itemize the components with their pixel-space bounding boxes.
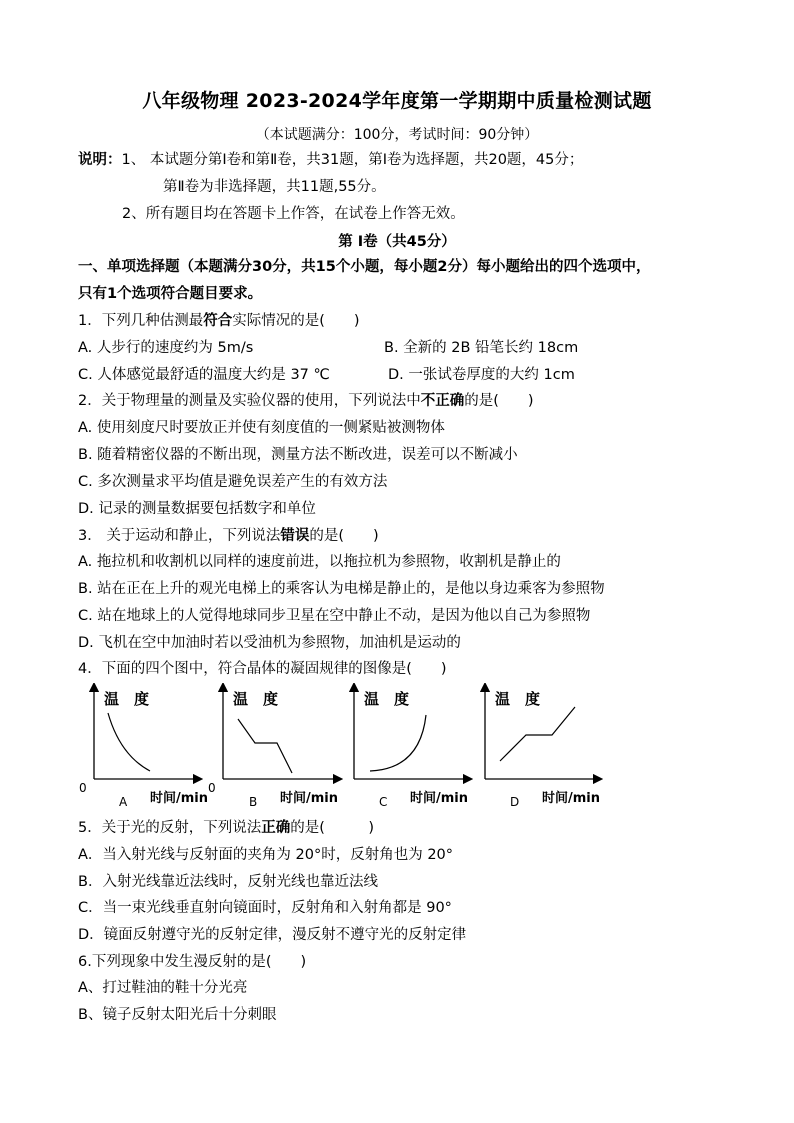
exam-title: 八年级物理 2023-2024学年度第一学期期中质量检测试题 bbox=[142, 90, 652, 112]
graph-d-ylabel: 温 度 bbox=[495, 690, 541, 708]
q5-stem-pre: 5．关于光的反射，下列说法 bbox=[78, 820, 262, 836]
graph-d bbox=[485, 687, 600, 809]
q6-option-a: A、打过鞋油的鞋十分光亮 bbox=[78, 980, 248, 996]
q2-option-d: D. 记录的测量数据要包括数字和单位 bbox=[78, 501, 316, 517]
graph-a bbox=[79, 687, 208, 809]
q1-option-d: D. 一张试卷厚度的大约 1cm bbox=[388, 367, 575, 383]
q6-stem: 6.下列现象中发生漫反射的是( ) bbox=[78, 954, 307, 970]
q2-stem-emph: 不正确 bbox=[420, 393, 465, 409]
q3-option-b: B. 站在正在上升的观光电梯上的乘客认为电梯是静止的，是他以身边乘客为参照物 bbox=[78, 581, 605, 597]
q5-option-d: D．镜面反射遵守光的反射定律，漫反射不遵守光的反射定律 bbox=[78, 927, 467, 943]
q5-option-c: C．当一束光线垂直射向镜面时，反射角和入射角都是 90° bbox=[78, 900, 452, 916]
q1-option-b: B. 全新的 2B 铅笔长约 18cm bbox=[384, 340, 579, 356]
q4-stem: 4．下面的四个图中，符合晶体的凝固规律的图像是( ) bbox=[78, 661, 447, 677]
graph-c-ylabel: 温 度 bbox=[364, 690, 410, 708]
graph-b-ylabel: 温 度 bbox=[233, 690, 279, 708]
graph-b-curve bbox=[238, 719, 292, 773]
notes-line2: 第Ⅱ卷为非选择题，共11题,55分。 bbox=[163, 179, 386, 195]
q1-stem-emph: 符合 bbox=[203, 313, 233, 329]
graph-a-xlabel: 时间/min bbox=[150, 791, 209, 806]
graph-a-ylabel: 温 度 bbox=[104, 690, 150, 708]
q2-option-b: B. 随着精密仪器的不断出现，测量方法不断改进，误差可以不断减小 bbox=[78, 447, 518, 463]
graph-c-curve bbox=[370, 715, 426, 771]
q3-option-a: A. 拖拉机和收割机以同样的速度前进，以拖拉机为参照物，收割机是静止的 bbox=[78, 554, 561, 570]
q3-option-d: D. 飞机在空中加油时若以受油机为参照物，加油机是运动的 bbox=[78, 635, 461, 651]
q2-option-a: A. 使用刻度尺时要放正并使有刻度值的一侧紧贴被测物体 bbox=[78, 420, 445, 436]
q5-option-a: A．当入射光线与反射面的夹角为 20°时，反射角也为 20° bbox=[78, 847, 454, 863]
q1-stem-pre: 1．下列几种估测最 bbox=[78, 313, 204, 329]
notes-text-1: 1、 本试题分第Ⅰ卷和第Ⅱ卷，共31题，第Ⅰ卷为选择题，共20题，45分； bbox=[121, 152, 584, 168]
q5-stem-emph: 正确 bbox=[261, 820, 291, 836]
q4-graphs bbox=[70, 683, 630, 813]
notes-line3: 2、所有题目均在答题卡上作答，在试卷上作答无效。 bbox=[122, 206, 465, 222]
q2-stem-pre: 2．关于物理量的测量及实验仪器的使用，下列说法中 bbox=[78, 393, 421, 409]
q1-option-c: C. 人体感觉最舒适的温度大约是 37 ℃ bbox=[78, 367, 330, 383]
graph-b-xlabel: 时间/min bbox=[280, 791, 339, 806]
graph-b-letter: B bbox=[249, 795, 258, 809]
q3-stem-pre: 3． 关于运动和静止，下列说法 bbox=[78, 528, 281, 544]
q5-stem bbox=[78, 818, 374, 838]
exam-subtitle: （本试题满分：100分，考试时间：90分钟） bbox=[255, 127, 539, 143]
q3-stem-post: 的是( ) bbox=[309, 528, 379, 544]
graph-b-origin: 0 bbox=[208, 781, 216, 795]
q1-option-a: A. 人步行的速度约为 5m/s bbox=[78, 340, 254, 356]
graph-c-letter: C bbox=[379, 795, 388, 809]
section1-instruction-2: 只有1个选项符合题目要求。 bbox=[78, 286, 263, 302]
notes-line1 bbox=[78, 150, 583, 170]
q1-stem bbox=[78, 311, 360, 331]
graph-c-xlabel: 时间/min bbox=[410, 791, 469, 806]
section1-instruction-1: 一、单项选择题（本题满分30分，共15个小题，每小题2分）每小题给出的四个选项中， bbox=[78, 259, 651, 275]
q5-stem-post: 的是( ) bbox=[290, 820, 375, 836]
graph-d-curve bbox=[500, 707, 575, 761]
graph-a-letter: A bbox=[119, 795, 128, 809]
graph-b bbox=[208, 687, 338, 809]
q1-stem-post: 实际情况的是( ) bbox=[232, 313, 360, 329]
q2-stem-post: 的是( ) bbox=[464, 393, 534, 409]
q2-stem bbox=[78, 391, 534, 411]
q3-option-c: C. 站在地球上的人觉得地球同步卫星在空中静止不动，是因为他以自己为参照物 bbox=[78, 608, 591, 624]
section1-title: 第 Ⅰ卷（共45分） bbox=[338, 234, 456, 250]
graph-c bbox=[354, 687, 468, 809]
graph-d-xlabel: 时间/min bbox=[542, 791, 601, 806]
q3-stem-emph: 错误 bbox=[280, 528, 310, 544]
graph-d-letter: D bbox=[510, 795, 520, 809]
q5-option-b: B．入射光线靠近法线时，反射光线也靠近法线 bbox=[78, 874, 378, 890]
q2-option-c: C. 多次测量求平均值是避免误差产生的有效方法 bbox=[78, 474, 388, 490]
graph-a-origin: 0 bbox=[79, 781, 87, 795]
q3-stem bbox=[78, 526, 379, 546]
q6-option-b: B、镜子反射太阳光后十分刺眼 bbox=[78, 1007, 277, 1023]
notes-label: 说明： bbox=[78, 152, 122, 168]
graph-a-curve bbox=[108, 713, 150, 771]
